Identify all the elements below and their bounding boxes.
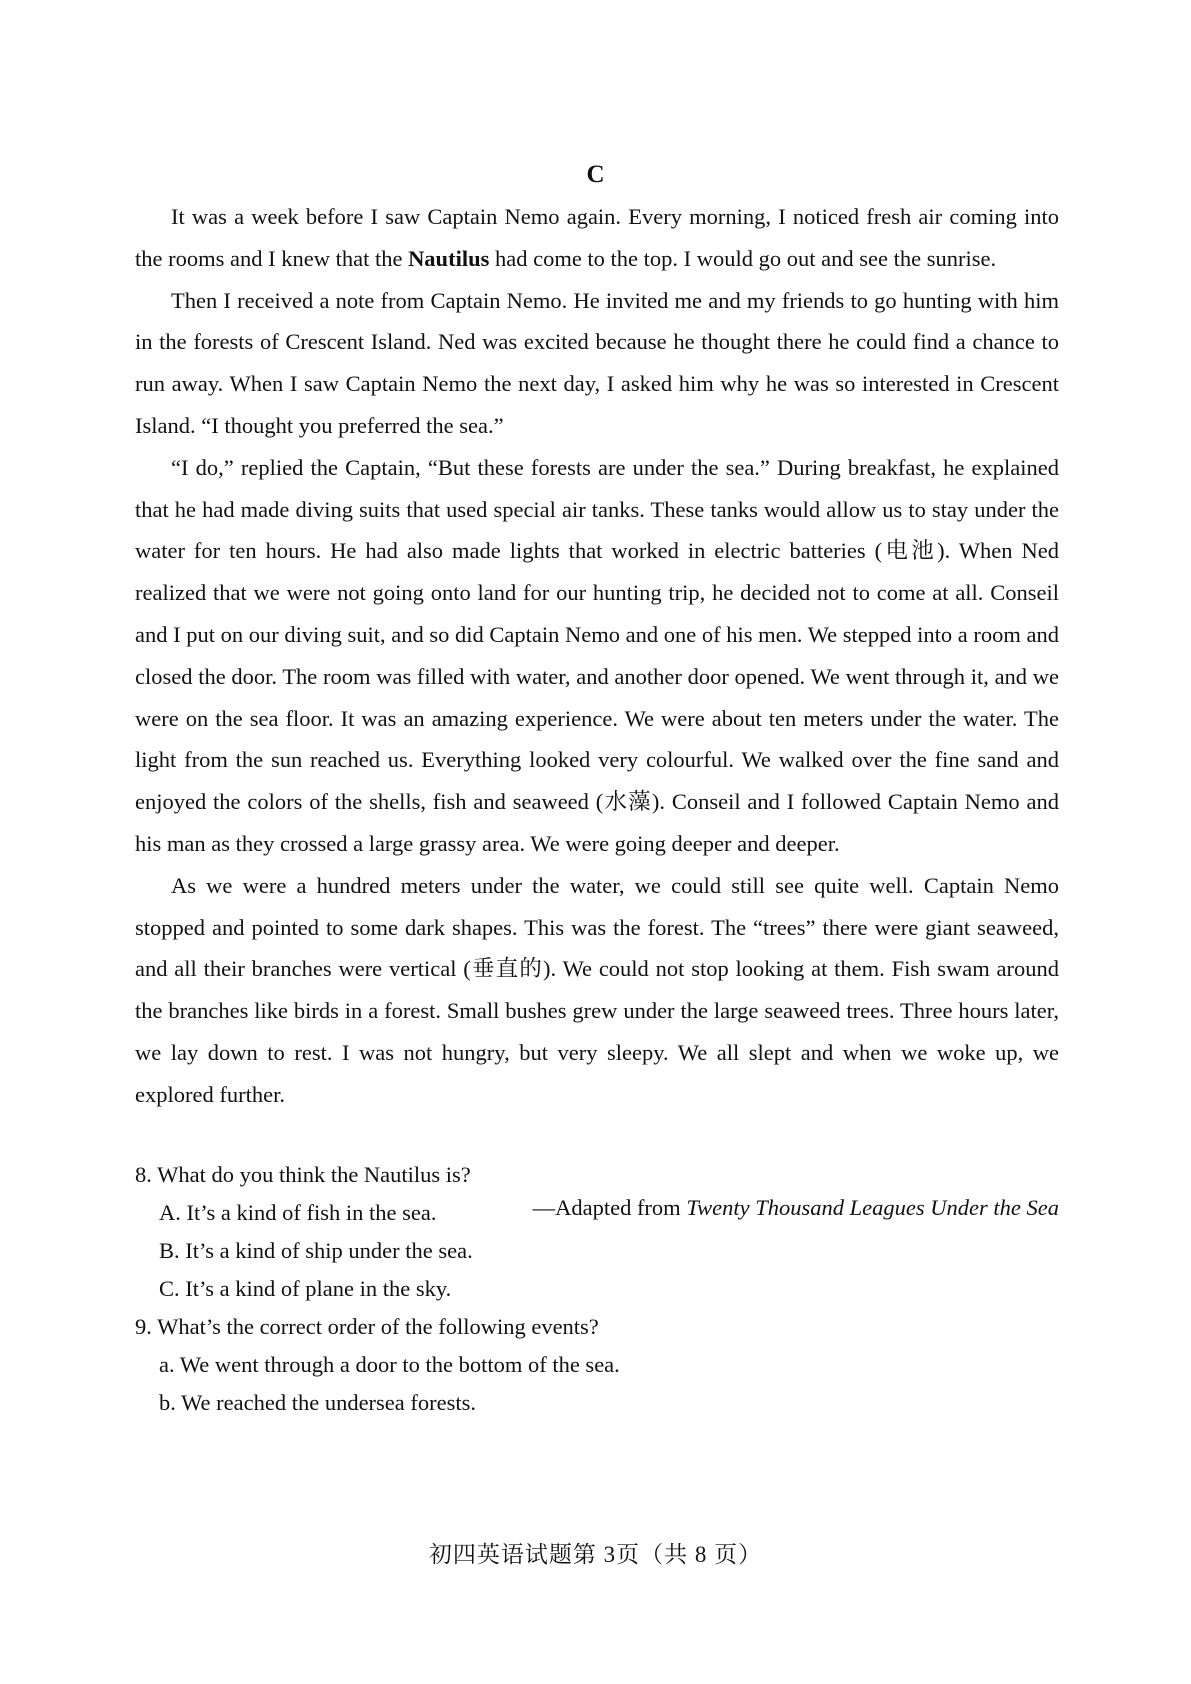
question-8-stem: 8. What do you think the Nautilus is?: [135, 1162, 471, 1187]
reading-passage: [135, 196, 1059, 1116]
question-9-event-a: a. We went through a door to the bottom of the sea.: [159, 1352, 620, 1377]
passage-paragraph-3: “I do,” replied the Captain, “But these forests are under the sea.” During breakfast, he explained that he had made diving suits that used special air tanks. These tanks would allow us to stay under the water for ten hours. He had also made lights that worked in electric batteries (电池). When Ned realized that we were not going onto land for our hunting trip, he decided not to come at all. Conseil and I put on our diving suit, and so did Captain Nemo and one of his men. We stepped into a room and closed the door. The room was filled with water, and another door opened. We went through it, and we were on the sea floor. It was an amazing experience. We were about ten meters under the water. The light from the sun reached us. Everything looked very colourful. We walked over the fine sand and enjoyed the colors of the shells, fish and seaweed (水藻). Conseil and I followed Captain Nemo and his man as they crossed a large grassy area. We were going deeper and deeper.: [135, 454, 1059, 856]
section-letter: C: [586, 161, 605, 188]
page-footer: 初四英语试题第 3页（共 8 页）: [428, 1542, 763, 1567]
source-prefix: —Adapted from: [532, 1195, 687, 1220]
question-9-stem: 9. What’s the correct order of the following events?: [135, 1314, 599, 1339]
question-8-option-c: C. It’s a kind of plane in the sky.: [159, 1276, 452, 1301]
source-title: Twenty Thousand Leagues Under the Sea: [686, 1195, 1059, 1220]
ship-name-nautilus: Nautilus: [408, 245, 490, 271]
p1-text-end: had come to the top. I would go out and see the sunrise.: [489, 245, 997, 271]
passage-source: [533, 1193, 1059, 1223]
passage-paragraph-2: Then I received a note from Captain Nemo. He invited me and my friends to go hunting with him in the forests of Crescent Island. Ned was excited because he thought there he could find a chance to run away. When I saw Captain Nemo the next day, I asked him why he was so interested in Crescent Island. “I thought you preferred the sea.”: [135, 287, 1059, 438]
question-8-option-b: B. It’s a kind of ship under the sea.: [159, 1238, 473, 1263]
question-8-option-a: A. It’s a kind of fish in the sea.: [159, 1200, 437, 1225]
p1-text-start: It was a week before I saw Captain Nemo again. Every morning, I noticed fresh air coming into the rooms and I knew that the: [135, 204, 1059, 271]
passage-paragraph-1: [135, 196, 1059, 280]
question-9-event-b: b. We reached the undersea forests.: [159, 1390, 477, 1415]
passage-paragraph-4: As we were a hundred meters under the water, we could still see quite well. Captain Nemo stopped and pointed to some dark shapes. This was the forest. The “trees” there were giant seaweed, and all their branches were vertical (垂直的). We could not stop looking at them. Fish swam around the branches like birds in a forest. Small bushes grew under the large seaweed trees. Three hours later, we lay down to rest. I was not hungry, but very sleepy. We all slept and when we woke up, we explored further.: [135, 872, 1059, 1107]
